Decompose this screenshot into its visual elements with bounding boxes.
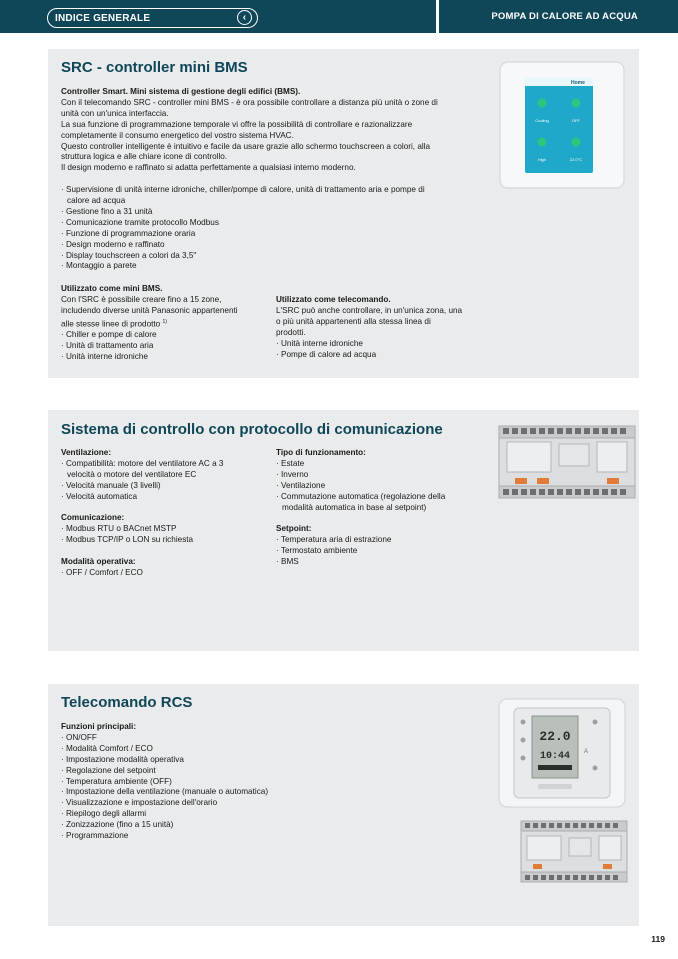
protocol-left-column [61,448,271,579]
setpoint-heading: Setpoint: [276,524,312,534]
remote-line: L'SRC può anche controllare, in un'unica zona, una [276,305,463,315]
remote-line: o più unità appartenenti alla stessa linea di [276,316,431,326]
mini-bms-line: · Unità di trattamento aria [61,341,154,351]
mini-bms-line: includendo diverse unità Panasonic appartenenti [61,305,238,315]
general-index-button[interactable] [47,8,258,28]
mini-bms-line: · Chiller e pompe di calore [61,330,157,340]
rcs-function-item: · Regolazione del setpoint [61,765,156,775]
rcs-function-item: · Zonizzazione (fino a 15 unità) [61,820,174,830]
top-header-bar [0,0,678,33]
rcs-controller-image [519,818,629,886]
src-title: SRC - controller mini BMS [61,59,248,76]
function-type-heading: Tipo di funzionamento: [276,448,366,457]
operating-mode-item: · OFF / Comfort / ECO [61,567,143,577]
src-tile-label: High [537,157,547,162]
src-intro-line: Il design moderno e raffinato si adatta perfettamente a qualsiasi interno moderno. [61,163,356,173]
chevron-left-icon[interactable]: ‹ [237,10,252,25]
rcs-function-item: · Temperatura ambiente (OFF) [61,776,172,786]
src-mini-bms [61,284,271,363]
ventilation-item: · Compatibilità: motore del ventilatore AC a 3 [61,458,224,468]
src-feature: · Gestione fino a 31 unità [61,206,153,216]
mini-bms-line: · Unità interne idroniche [61,352,148,362]
protocol-title: Sistema di controllo con protocollo di comunicazione [61,421,443,438]
src-screen-brand: Home [571,80,585,86]
src-feature: · Design moderno e raffinato [61,239,165,249]
remote-line: · Unità interne idroniche [276,338,363,348]
src-feature: · Montaggio a parete [61,261,137,271]
rcs-section [48,684,639,926]
src-intro-line: struttura logica e alle chiare icone di controllo. [61,152,228,162]
function-type-item: · Estate [276,458,305,468]
protocol-right-column [276,448,496,568]
function-type-item: · Commutazione automatica (regolazione della [276,491,446,501]
src-tile-label: Cooling [535,118,549,123]
communication-item: · Modbus RTU o BACnet MSTP [61,524,177,534]
ventilation-item: velocità o motore del ventilatore EC [67,469,197,479]
mini-bms-heading: Utilizzato come mini BMS. [61,284,163,293]
ventilation-item: · Velocità manuale (3 livelli) [61,480,161,490]
src-intro-line: completamente il consumo energetico del vostro sistema HVAC. [61,130,294,140]
src-intro-line: Questo controller intelligente è intuitivo e facile da usare grazie allo schermo touchscreen a colori, alla [61,141,431,151]
remote-heading: Utilizzato come telecomando. [276,295,391,304]
mini-bms-line: alle stesse linee di prodotto [61,319,161,329]
operating-mode-heading: Modalità operativa: [61,557,136,567]
rcs-function-item: · Impostazione della ventilazione (manuale o automatica) [61,787,269,797]
general-index-label: INDICE GENERALE [55,12,151,24]
setpoint-item: · Termostato ambiente [276,546,358,556]
header-divider [436,0,439,33]
rcs-function-item: · Modalità Comfort / ECO [61,743,153,753]
setpoint-item: · BMS [276,557,299,567]
din-controller-image [497,422,637,502]
rcs-side-label: A [584,749,589,755]
ventilation-item: · Velocità automatica [61,491,138,501]
src-feature: · Supervisione di unità interne idroniche, chiller/pompe di calore, unità di trattamento aria e pompe di [61,185,425,195]
src-section [48,49,639,378]
rcs-function-item: · ON/OFF [61,732,97,742]
src-intro [61,87,491,272]
rcs-function-item: · Programmazione [61,831,129,841]
ventilation-heading: Ventilazione: [61,448,112,457]
function-type-item: · Inverno [276,469,309,479]
page-number: 119 [651,934,665,944]
function-type-item: modalità automatica in base al setpoint) [282,502,427,512]
communication-heading: Comunicazione: [61,513,125,523]
function-type-item: · Ventilazione [276,480,326,490]
rcs-function-item: · Riepilogo degli allarmi [61,809,147,819]
rcs-functions [61,722,361,842]
src-remote [276,295,496,360]
src-feature: calore ad acqua [67,196,126,206]
src-intro-line: unità con un'unica interfaccia. [61,108,169,118]
src-intro-line: Con il telecomando SRC - controller mini BMS - è ora possibile controllare a distanza più unità o zone di [61,97,438,107]
src-intro-heading: Controller Smart. Mini sistema di gestione degli edifici (BMS). [61,87,301,96]
mini-bms-line: Con l'SRC è possibile creare fino a 15 zone, [61,294,222,304]
rcs-lcd-time: 10:44 [539,751,571,762]
src-tile-label: 22.0°C [569,157,583,162]
rcs-functions-heading: Funzioni principali: [61,722,137,731]
rcs-thermostat-image [498,698,626,808]
src-feature: · Funzione di programmazione oraria [61,228,196,238]
rcs-function-item: · Impostazione modalità operativa [61,754,184,764]
communication-item: · Modbus TCP/IP o LON su richiesta [61,535,194,545]
src-feature: · Display touchscreen a colori da 3,5" [61,250,197,260]
src-intro-line: La sua funzione di programmazione temporale vi offre la possibilità di controllare e razionalizzare [61,119,413,129]
footnote-marker: 1) [162,318,167,325]
src-feature: · Comunicazione tramite protocollo Modbus [61,217,219,227]
remote-line: · Pompe di calore ad acqua [276,349,377,359]
setpoint-item: · Temperatura aria di estrazione [276,535,392,545]
rcs-lcd-temperature: 22.0 [539,729,571,744]
category-title: POMPA DI CALORE AD ACQUA [491,11,638,22]
src-controller-image [499,61,625,189]
rcs-function-item: · Visualizzazione e impostazione dell'orario [61,798,218,808]
remote-line: prodotti. [276,327,306,337]
protocol-section [48,410,639,651]
rcs-title: Telecomando RCS [61,694,193,711]
src-tile-label: OFF [572,118,580,123]
